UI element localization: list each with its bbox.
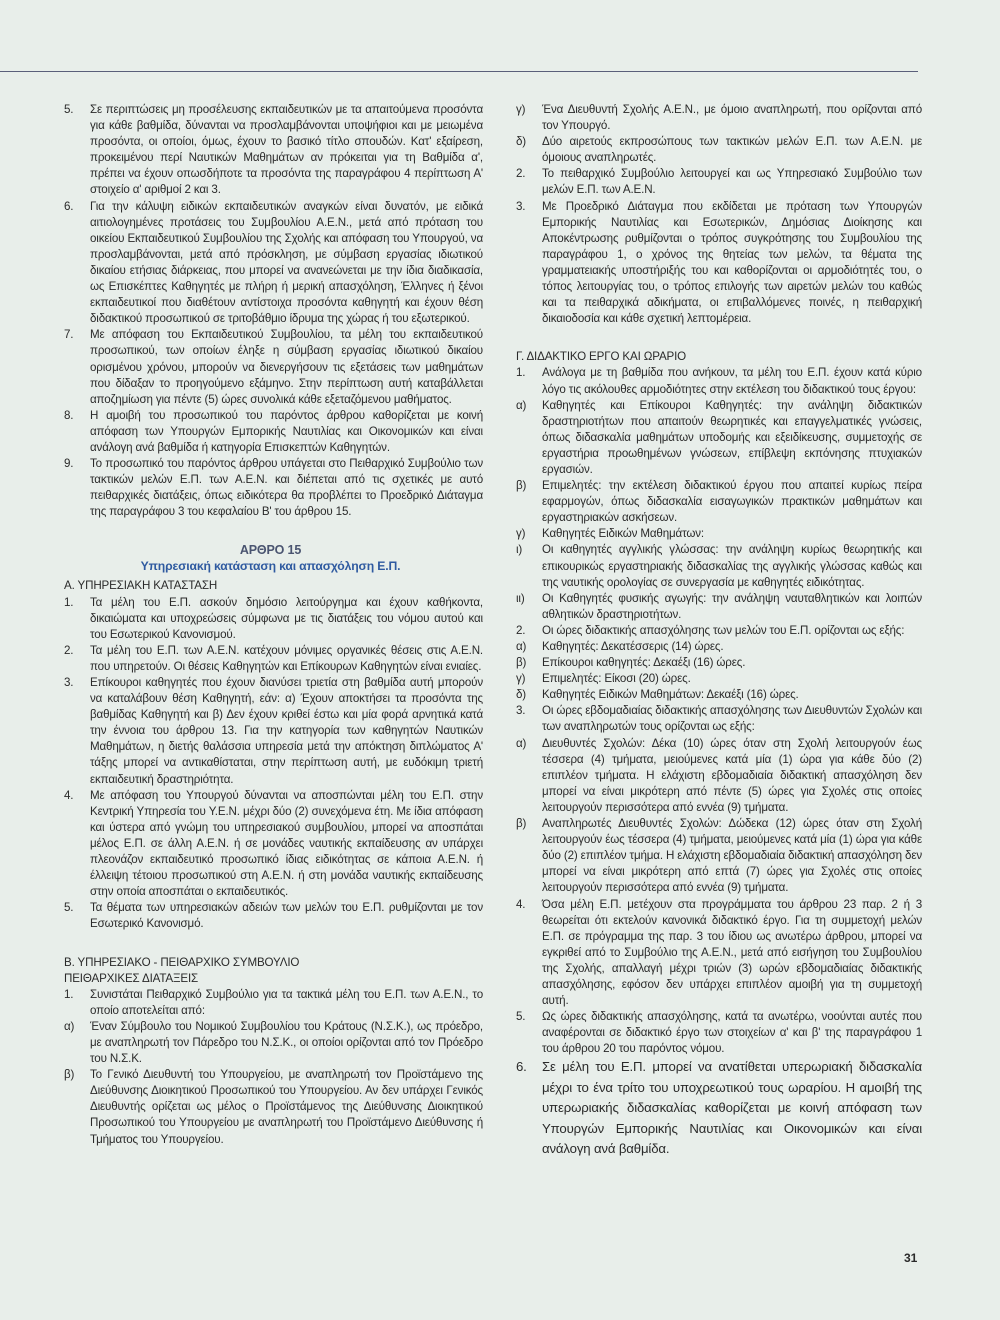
- section-g-item-2d: δ) Καθηγητές Ειδικών Μαθημάτων: Δεκαέξι (16) ώρες.: [516, 688, 799, 702]
- section-g-item-1c: γ) Καθηγητές Ειδικών Μαθημάτων:: [516, 527, 704, 541]
- section-g-item-1c-ii: ιι) Οι Καθηγητές φυσικής αγωγής: την ανάληψη ναυταθλητικών και λοιπών αθλητικών δραστηριοτήτων.: [516, 591, 922, 621]
- page-number: 31: [904, 1251, 918, 1265]
- section-g-item-1a: α) Καθηγητές και Επίκουροι Καθηγητές: την ανάληψη διδακτικών δραστηριοτήτων που απαιτούν θεωρητικές και επαγγελματικές γνώσεις, όπως διδασκαλία μαθημάτων υποδομής και εξειδίκευσης, συμμετοχής σε εργαστήρια προωθημένων γνώσεων, επίβλεψη εκπόνησης πτυχιακών εργασιών.: [516, 398, 922, 476]
- section-a-item-3: 3. Επίκουροι καθηγητές που έχουν διανύσει τριετία στη βαθμίδα αυτή μπορούν να καταλάβουν θέση Καθηγητή, εάν: α) Έχουν αποκτήσει τα προσόντα της βαθμίδας Καθηγητή και β) Δεν έχουν κριθεί έστω και μία φορά αρνητικά κατά την έννοια του άρθρου 13. Για την κατηγορία των καθηγητών Ναυτικών Μαθημάτων, η διετής θαλάσσια υπηρεσία μετά την απόκτηση διπλώματος Α' τάξης μπορεί να αντικαθίσταται, στην περίπτωση αυτή, με ευδόκιμη τριετή εκπαιδευτική δραστηριότητα.: [64, 676, 483, 786]
- section-g-item-4: 4. Όσα μέλη Ε.Π. μετέχουν στα προγράμματα του άρθρου 23 παρ. 2 ή 3 θεωρείται ότι εκτελούν κανονικά διδακτικό έργο. Για τη συμμετοχή μελών Ε.Π. σε πρόγραμμα της παρ. 3 του ίδιου ως ανωτέρω άρθρου, μπορεί να εγκριθεί από το Συμβούλιο της Α.Ε.Ν., μετά από εισήγηση του Συμβουλίου της Σχολής, απαλλαγή μέχρι τριών (3) ωρών εβδομαδιαίας διδακτικής απασχόλησης, εφόσον δεν υπάρχει επιπλέον αμοιβή για τη συμμετοχή αυτή.: [516, 897, 922, 1008]
- paragraph-6: 6. Για την κάλυψη ειδικών εκπαιδευτικών αναγκών είναι δυνατόν, με ειδικά αιτιολογημένες προτάσεις του Συμβουλίου Α.Ε.Ν., μετά από πρόταση του οικείου Εκπαιδευτικού Συμβουλίου της Σχολής και απόφαση του Υπουργού, να προσλαμβάνονται, μετά από πρόσκληση, με σύμβαση εργασίας ιδιωτικού δικαίου ετήσιας διάρκειας, που μπορεί να ανανεώνεται με την ίδια διαδικασία, ως Επισκέπτες Καθηγητές με πλήρη ή μερική απασχόληση, Έλληνες ή ξένοι εκπαιδευτικοί που διαθέτουν αντίστοιχα προσόντα καθηγητή και έχουν θέση διδακτικού προσωπικού σε τριτοβάθμιο ίδρυμα της χώρας ή του εξωτερικού.: [64, 199, 483, 326]
- right-column: [510, 102, 922, 1159]
- left-column: [58, 102, 483, 1148]
- paragraph-7: 7. Με απόφαση του Εκπαιδευτικού Συμβουλίου, τα μέλη του εκπαιδευτικού προσωπικού, των οποίων έληξε η σύμβαση εργασίας ιδιωτικού δικαίου ορισμένου χρόνου, μπορούν να διενεργήσουν τις εξετάσεις των μαθημάτων που δίδαξαν το προηγούμενο εξάμηνο. Στην περίπτωση αυτή καταβάλλεται αποζημίωση για πέντε (5) ώρες συνολικά κάθε εξεταζόμενου μαθήματος.: [64, 328, 483, 406]
- paragraph-8: 8. Η αμοιβή του προσωπικού του παρόντος άρθρου καθορίζεται με κοινή απόφαση των Υπουργών Εμπορικής Ναυτιλίας και Οικονομικών και είναι ανάλογη ανά βαθμίδα ή κατηγορία Επισκεπτών Καθηγητών.: [64, 408, 483, 454]
- section-b-item-1: 1. Συνιστάται Πειθαρχικό Συμβούλιο για τα τακτικά μέλη του Ε.Π. των Α.Ε.Ν., το οποίο αποτελείται από:: [64, 987, 483, 1017]
- section-b-item-1a: α) Έναν Σύμβουλο του Νομικού Συμβουλίου του Κράτους (Ν.Σ.Κ.), ως πρόεδρο, με αναπληρωτή τον Πάρεδρο του Ν.Σ.Κ., οι οποίοι ορίζονται από τον Πρόεδρο του Ν.Σ.Κ.: [64, 1019, 483, 1066]
- section-b-subheading: ΠΕΙΘΑΡΧΙΚΕΣ ΔΙΑΤΑΞΕΙΣ: [64, 971, 199, 985]
- section-g-item-2c: γ) Επιμελητές: Είκοσι (20) ώρες.: [516, 672, 691, 686]
- section-b-item-1c: γ) Ένα Διευθυντή Σχολής Α.Ε.Ν., με όμοιο αναπληρωτή, που ορίζονται από τον Υπουργό.: [516, 103, 922, 133]
- section-g-item-5: 5. Ως ώρες διδακτικής απασχόλησης, κατά τα ανωτέρω, νοούνται αυτές που αναφέρονται σε διδακτικό έργο των στοιχείων α' και β' της παραγράφου 1 του άρθρου 20 του παρόντος νόμου.: [516, 1010, 922, 1056]
- section-a-item-2: 2. Τα μέλη του Ε.Π. των Α.Ε.Ν. κατέχουν μόνιμες οργανικές θέσεις στις Α.Ε.Ν. που υπηρετούν. Οι θέσεις Καθηγητών και Επίκουρων Καθηγητών είναι ενιαίες.: [64, 643, 483, 673]
- section-a-item-5: 5. Τα θέματα των υπηρεσιακών αδειών των μελών του Ε.Π. ρυθμίζονται με τον Εσωτερικό Κανονισμό.: [64, 901, 483, 931]
- section-a-item-1: 1. Τα μέλη του Ε.Π. ασκούν δημόσιο λειτούργημα και έχουν καθήκοντα, δικαιώματα και υποχρεώσεις σύμφωνα με τις διατάξεις του νόμου αυτού και του Εσωτερικού Κανονισμού.: [64, 595, 483, 641]
- section-b-item-3: 3. Με Προεδρικό Διάταγμα που εκδίδεται με πρόταση των Υπουργών Εμπορικής Ναυτιλίας και Εσωτερικών, Δημόσιας Διοίκησης και Αποκέντρωσης ρυθμίζονται ο τρόπος συγκρότησης του Συμβουλίου της παραγράφου 1, ο χρόνος της θητείας των μελών, τα θέματα της γραμματειακής υποστήριξής του και καθορίζονται οι αρμοδιότητές του, ο τόπος λειτουργίας του, ο τρόπος επιλογής των αιρετών μελών του καθώς και τα πειθαρχικά αδικήματα, οι επιβαλλόμενες ποινές, η πειθαρχική δικαιοδοσία και κάθε σχετική λεπτομέρεια.: [516, 199, 922, 326]
- section-b-item-2: 2. Το πειθαρχικό Συμβούλιο λειτουργεί και ως Υπηρεσιακό Συμβούλιο των μελών Ε.Π. των Α.Ε.Ν.: [516, 167, 922, 197]
- section-g-item-3: 3. Οι ώρες εβδομαδιαίας διδακτικής απασχόλησης των Διευθυντών Σχολών και των αναπληρωτών τους ορίζονται ως εξής:: [516, 704, 922, 734]
- section-g-heading: Γ. ΔΙΔΑΚΤΙΚΟ ΕΡΓΟ ΚΑΙ ΩΡΑΡΙΟ: [516, 350, 687, 364]
- section-g-item-3b: β) Αναπληρωτές Διευθυντές Σχολών: Δώδεκα (12) ώρες όταν στη Σχολή λειτουργούν έως τέσσερα (4) τμήματα, μειούμενες κατά μία (1) ώρα για κάθε δύο (2) επιπλέον τμήμα. Η ελάχιστη εβδομαδιαία διδακτική απασχόληση δεν μπορεί να είναι μικρότερη από επτά (7) ώρες για Σχολές στις οποίες λειτουργούν περισσότερα από εννέα (9) τμήματα.: [516, 817, 922, 895]
- section-b-item-1d: δ) Δύο αιρετούς εκπροσώπους των τακτικών μελών Ε.Π. των Α.Ε.Ν. με όμοιους αναπληρωτές.: [516, 135, 922, 165]
- section-g-item-2: 2. Οι ώρες διδακτικής απασχόλησης των μελών του Ε.Π. ορίζονται ως εξής:: [516, 623, 905, 637]
- top-rule: [0, 71, 918, 72]
- article-title: ΑΡΘΡΟ 15: [239, 543, 302, 558]
- section-g-item-1b: β) Επιμελητές: την εκτέλεση διδακτικού έργου που απαιτεί κυρίως πείρα εφαρμογών, όπως διδασκαλία εισαγωγικών πρακτικών μαθημάτων και εργαστηριακών ασκήσεων.: [516, 479, 922, 525]
- section-g-item-6: 6. Σε μέλη του Ε.Π. μπορεί να ανατίθεται υπερωριακή διδασκαλία μέχρι το ένα τρίτο του υποχρεωτικού τους ωραρίου. Η αμοιβή της υπερωριακής διδασκαλίας καθορίζεται με κοινή απόφαση των Υπουργών Εμπορικής Ναυτιλίας και Οικονομικών και είναι ανάλογη ανά βαθμίδα.: [516, 1059, 922, 1157]
- section-g-item-2a: α) Καθηγητές: Δεκατέσσερις (14) ώρες.: [516, 640, 724, 653]
- section-g-item-1c-i: ι) Οι καθηγητές αγγλικής γλώσσας: την ανάληψη κυρίως θεωρητικής και επικουρικώς εργαστηριακής διδασκαλίας της αγγλικής γλώσσας καθώς και της ναυτικής ορολογίας σε συνεργασία με καθηγητές ειδικότητας.: [516, 543, 922, 589]
- paragraph-5: 5. Σε περιπτώσεις μη προσέλευσης εκπαιδευτικών με τα απαιτούμενα προσόντα για κάθε βαθμίδα, δύνανται να προσλαμβάνονται υποψήφιοι και με μειωμένα προσόντα, οι οποίοι, όμως, έχουν το βασικό τίτλο σπουδών. Κατ' εξαίρεση, προκειμένου περί Ναυτικών Μαθημάτων αν πρόκειται για τη Βαθμίδα α', πρέπει να έχουν οπωσδήποτε τα προσόντα της παραγράφου 4 περίπτωση Α' στοιχείο α' αριθμοί 2 και 3.: [64, 103, 483, 197]
- section-a-heading: Α. ΥΠΗΡΕΣΙΑΚΗ ΚΑΤΑΣΤΑΣΗ: [64, 579, 218, 593]
- article-subtitle: Υπηρεσιακή κατάσταση και απασχόληση Ε.Π.: [140, 559, 401, 574]
- paragraph-9: 9. Το προσωπικό του παρόντος άρθρου υπάγεται στο Πειθαρχικό Συμβούλιο των τακτικών μελών Ε.Π. των Α.Ε.Ν. και διέπεται από τις σχετικές με αυτό πειθαρχικές διατάξεις, όπως ειδικότερα θα προβλέπει το Προεδρικό Διάταγμα της παραγράφου 3 του κεφαλαίου Β' του άρθρου 15.: [64, 457, 483, 519]
- section-b-item-1b: β) Το Γενικό Διευθυντή του Υπουργείου, με αναπληρωτή τον Προϊστάμενο της Διεύθυνσης Διοικητικού Προσωπικού του Υπουργείου. Αν δεν υπάρχει Γενικός Διευθυντής ορίζεται ως μέλος ο Προϊστάμενος της Διεύθυνσης Διοικητικού Προσωπικού του Υπουργείου με αναπληρωτή του Προϊστάμενο Διεύθυνσης ή Τμήματος του Υπουργείου.: [64, 1068, 483, 1146]
- section-b-heading: Β. ΥΠΗΡΕΣΙΑΚΟ - ΠΕΙΘΑΡΧΙΚΟ ΣΥΜΒΟΥΛΙΟ: [64, 955, 300, 969]
- section-g-item-1: 1. Ανάλογα με τη βαθμίδα που ανήκουν, τα μέλη του Ε.Π. έχουν κατά κύριο λόγο τις ακόλουθες αρμοδιότητες στην εκτέλεση του διδακτικού τους έργου:: [516, 366, 922, 396]
- section-a-item-4: 4. Με απόφαση του Υπουργού δύνανται να αποσπώνται μέλη του Ε.Π. στην Κεντρική Υπηρεσία του Υ.Ε.Ν. μέχρι δύο (2) συνεχόμενα έτη. Με ίδια απόφαση και ύστερα από γνώμη του υπηρεσιακού συμβουλίου, μπορεί να αποσπάται μέλος Ε.Π. σε άλλη Α.Ε.Ν. ή σε μονάδες ναυτικής εκπαίδευσης αν υπάρχει πλεονάζον εκπαιδευτικό προσωπικό ίδιας ειδικότητας σε κάποια Α.Ε.Ν. ή έλλειψη τέτοιου προσωπικού στη Α.Ε.Ν. ή στη μονάδα ναυτικής εκπαίδευσης στην οποία αποσπάται ο εκπαιδευτικός.: [64, 788, 483, 899]
- section-g-item-3a: α) Διευθυντές Σχολών: Δέκα (10) ώρες όταν στη Σχολή λειτουργούν έως τέσσερα (4) τμήματα, μειούμενες κατά μία (1) ώρα για κάθε δύο (2) επιπλέον τμήματα. Η ελάχιστη εβδομαδιαία διδακτική απασχόληση δεν μπορεί να είναι μικρότερη από πέντε (5) ώρες για Σχολές στις οποίες λειτουργούν περισσότερα από εννέα (9) τμήματα.: [516, 736, 922, 814]
- section-g-item-2b: β) Επίκουροι καθηγητές: Δεκαέξι (16) ώρες.: [516, 656, 746, 670]
